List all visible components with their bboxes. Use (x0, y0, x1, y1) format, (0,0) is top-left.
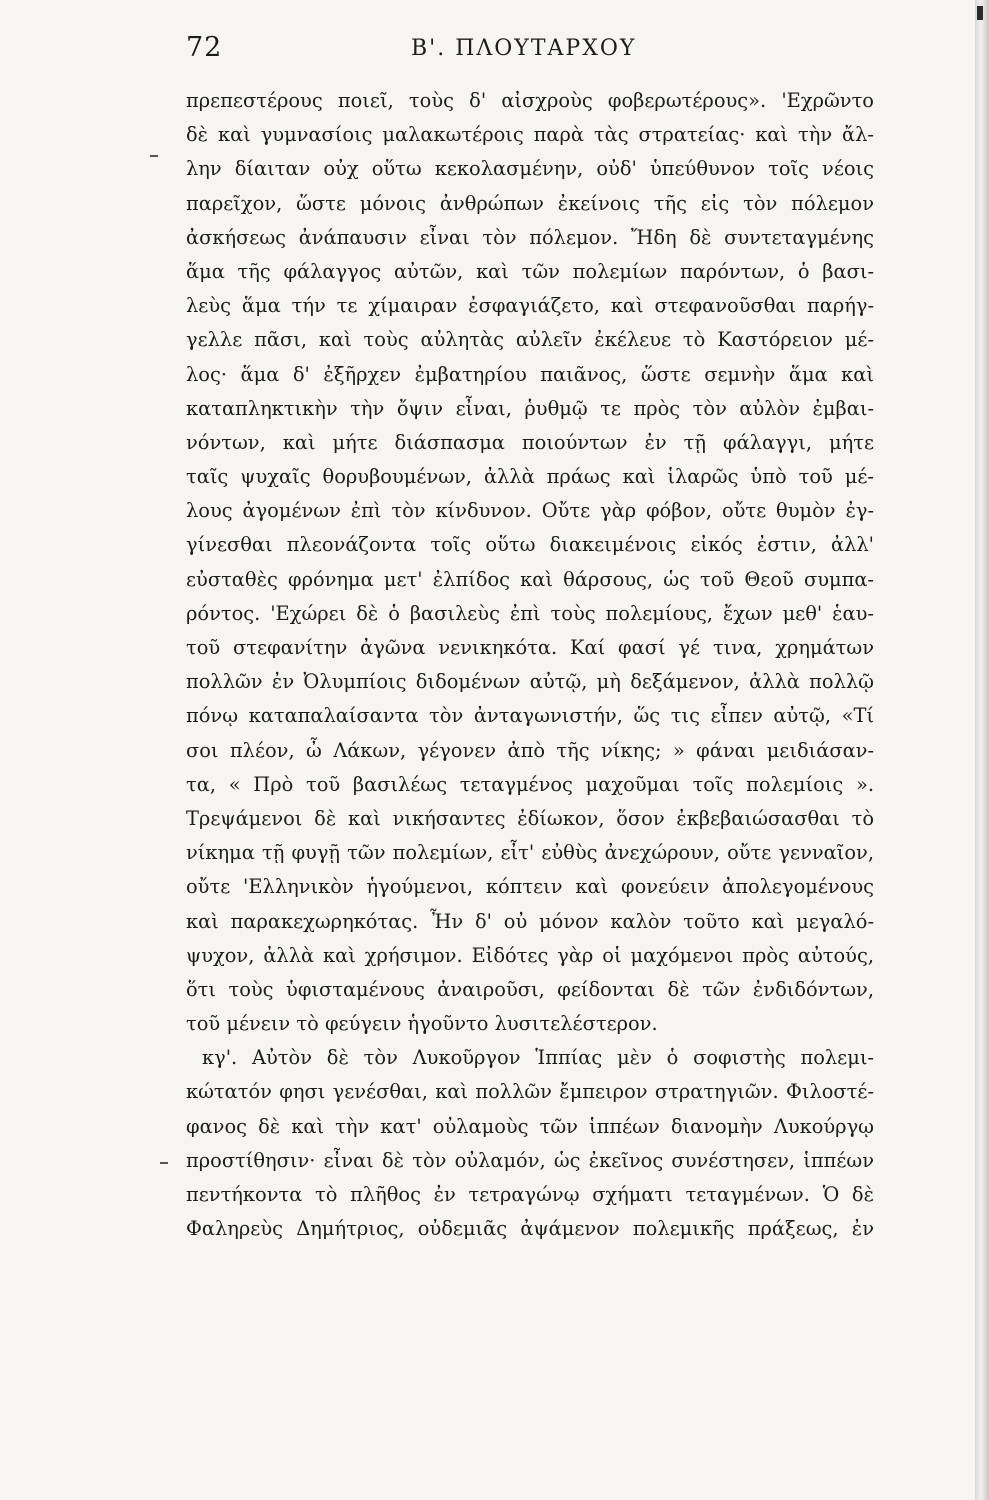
page-edge (975, 0, 989, 1500)
text-line: οὔτε 'Ελληνικὸν ἡγούμενοι, κόπτειν καὶ φονεύειν ἀπολεγομένους (186, 875, 874, 899)
running-title: Β'. ΠΛΟΥΤΑΡΧΟΥ (411, 36, 637, 61)
text-line: γίνεσθαι πλεονάζοντα τοῖς οὕτω διακειμένοις εἰκός ἐστιν, ἀλλ' (186, 533, 874, 557)
margin-tick (160, 1162, 168, 1164)
text-line: τα, « Πρὸ τοῦ βασιλέως τεταγμένος μαχοῦμαι τοῖς πολεμίοις ». (186, 772, 874, 796)
text-line: πολλῶν ἐν Ὀλυμπίοις διδομένων αὐτῷ, μὴ δεξάμενον, ἀλλὰ πολλῷ (186, 670, 874, 694)
text-line: πεντήκοντα τὸ πλῆθος ἐν τετραγώνῳ σχήματι τεταγμένων. Ὁ δὲ (186, 1183, 874, 1206)
text-line: Φαληρεὺς Δημήτριος, οὐδεμιᾶς ἀψάμενον πολεμικῆς πράξεως, ἐν (186, 1217, 874, 1241)
text-line: σοι πλέον, ὦ Λάκων, γέγονεν ἀπὸ τῆς νίκης; » φάναι μειδιάσαν- (186, 738, 874, 762)
text-line: ταῖς ψυχαῖς θορυβουμένων, ἀλλὰ πράως καὶ ἱλαρῶς ὑπὸ τοῦ μέ- (186, 465, 874, 489)
text-line: καὶ παρακεχωρηκότας. Ἦν δ' οὐ μόνον καλὸν τοῦτο καὶ μεγαλό- (186, 909, 874, 933)
page-number: 72 (186, 32, 223, 63)
text-line: καταπληκτικὴν τὴν ὄψιν εἶναι, ῥυθμῷ τε πρὸς τὸν αὐλὸν ἐμβαι- (186, 396, 874, 420)
text-line: παρεῖχον, ὥστε μόνοις ἀνθρώπων ἐκείνοις τῆς εἰς τὸν πόλεμον (186, 191, 874, 215)
body-text (186, 84, 874, 1246)
text-line: νίκημα τῇ φυγῇ τῶν πολεμίων, εἶτ' εὐθὺς ἀνεχώρουν, οὔτε γενναῖον, (186, 841, 874, 865)
text-line: ὅτι τοὺς ὑφισταμένους ἀναιροῦσι, φείδονται δὲ τῶν ἐνδιδόντων, (186, 977, 874, 1001)
text-line: λους ἀγομένων ἐπὶ τὸν κίνδυνον. Οὔτε γὰρ φόβον, οὔτε θυμὸν ἐγ- (186, 499, 874, 523)
text-line: νόντων, καὶ μήτε διάσπασμα ποιούντων ἐν τῇ φάλαγγι, μήτε (186, 430, 874, 454)
text-line: κώτατόν φησι γενέσθαι, καὶ πολλῶν ἔμπειρον στρατηγιῶν. Φιλοστέ- (186, 1080, 874, 1104)
text-line: λος· ἅμα δ' ἐξῆρχεν ἐμβατηρίου παιᾶνος, ὥστε σεμνὴν ἅμα καὶ (186, 362, 874, 386)
text-line: ἀσκήσεως ἀνάπαυσιν εἶναι τὸν πόλεμον. Ἤδη δὲ συντεταγμένης (186, 225, 874, 249)
text-line: Τρεψάμενοι δὲ καὶ νικήσαντες ἐδίωκον, ὅσον ἐκβεβαιώσασθαι τὸ (186, 806, 874, 830)
text-line: ψυχον, ἀλλὰ καὶ χρήσιμον. Εἰδότες γὰρ οἱ μαχόμενοι πρὸς αὐτούς, (186, 943, 874, 967)
text-line: πόνῳ καταπαλαίσαντα τὸν ἀνταγωνιστήν, ὥς τις εἶπεν αὐτῷ, «Τί (186, 704, 874, 728)
text-line: πρεπεστέρους ποιεῖ, τοὺς δ' αἰσχροὺς φοβερωτέρους». 'Εχρῶντο (186, 89, 874, 112)
text-line: γελλε πᾶσι, καὶ τοὺς αὐλητὰς αὐλεῖν ἐκέλευε τὸ Καστόρειον μέ- (186, 328, 874, 352)
text-line: εὐσταθὲς φρόνημα μετ' ἐλπίδος καὶ θάρσους, ὡς τοῦ Θεοῦ συμπα- (186, 567, 874, 591)
text-line: λεὺς ἅμα τήν τε χίμαιραν ἐσφαγιάζετο, καὶ στεφανοῦσθαι παρήγ- (186, 294, 874, 318)
section-start-line: κγ'. Αὐτὸν δὲ τὸν Λυκοῦργον Ἱππίας μὲν ὁ σοφιστὴς πολεμι- (202, 1046, 874, 1070)
text-line: φανος δὲ καὶ τὴν κατ' οὐλαμοὺς τῶν ἱππέων διανομὴν Λυκούργῳ (186, 1114, 874, 1138)
margin-tick (150, 155, 158, 157)
text-line: δὲ καὶ γυμνασίοις μαλακωτέροις παρὰ τὰς στρατείας· καὶ τὴν ἄλ- (186, 123, 874, 147)
scan-mark (977, 6, 983, 20)
page-header (186, 30, 876, 70)
text-line: προστίθησιν· εἶναι δὲ τὸν οὐλαμόν, ὡς ἐκεῖνος συνέστησεν, ἱππέων (186, 1148, 874, 1172)
text-line: τοῦ στεφανίτην ἀγῶνα νενικηκότα. Καί φασί γέ τινα, χρημάτων (186, 636, 874, 659)
text-line: ἅμα τῆς φάλαγγος αὐτῶν, καὶ τῶν πολεμίων παρόντων, ὁ βασι- (186, 259, 874, 283)
text-line: τοῦ μένειν τὸ φεύγειν ἡγοῦντο λυσιτελέστερον. (186, 1012, 658, 1036)
text-line: ρόντος. 'Εχώρει δὲ ὁ βασιλεὺς ἐπὶ τοὺς πολεμίους, ἔχων μεθ' ἑαυ- (186, 601, 874, 625)
text-line: λην δίαιταν οὐχ οὕτω κεκολασμένην, οὐδ' ὑπεύθυνον τοῖς νέοις (186, 157, 874, 181)
